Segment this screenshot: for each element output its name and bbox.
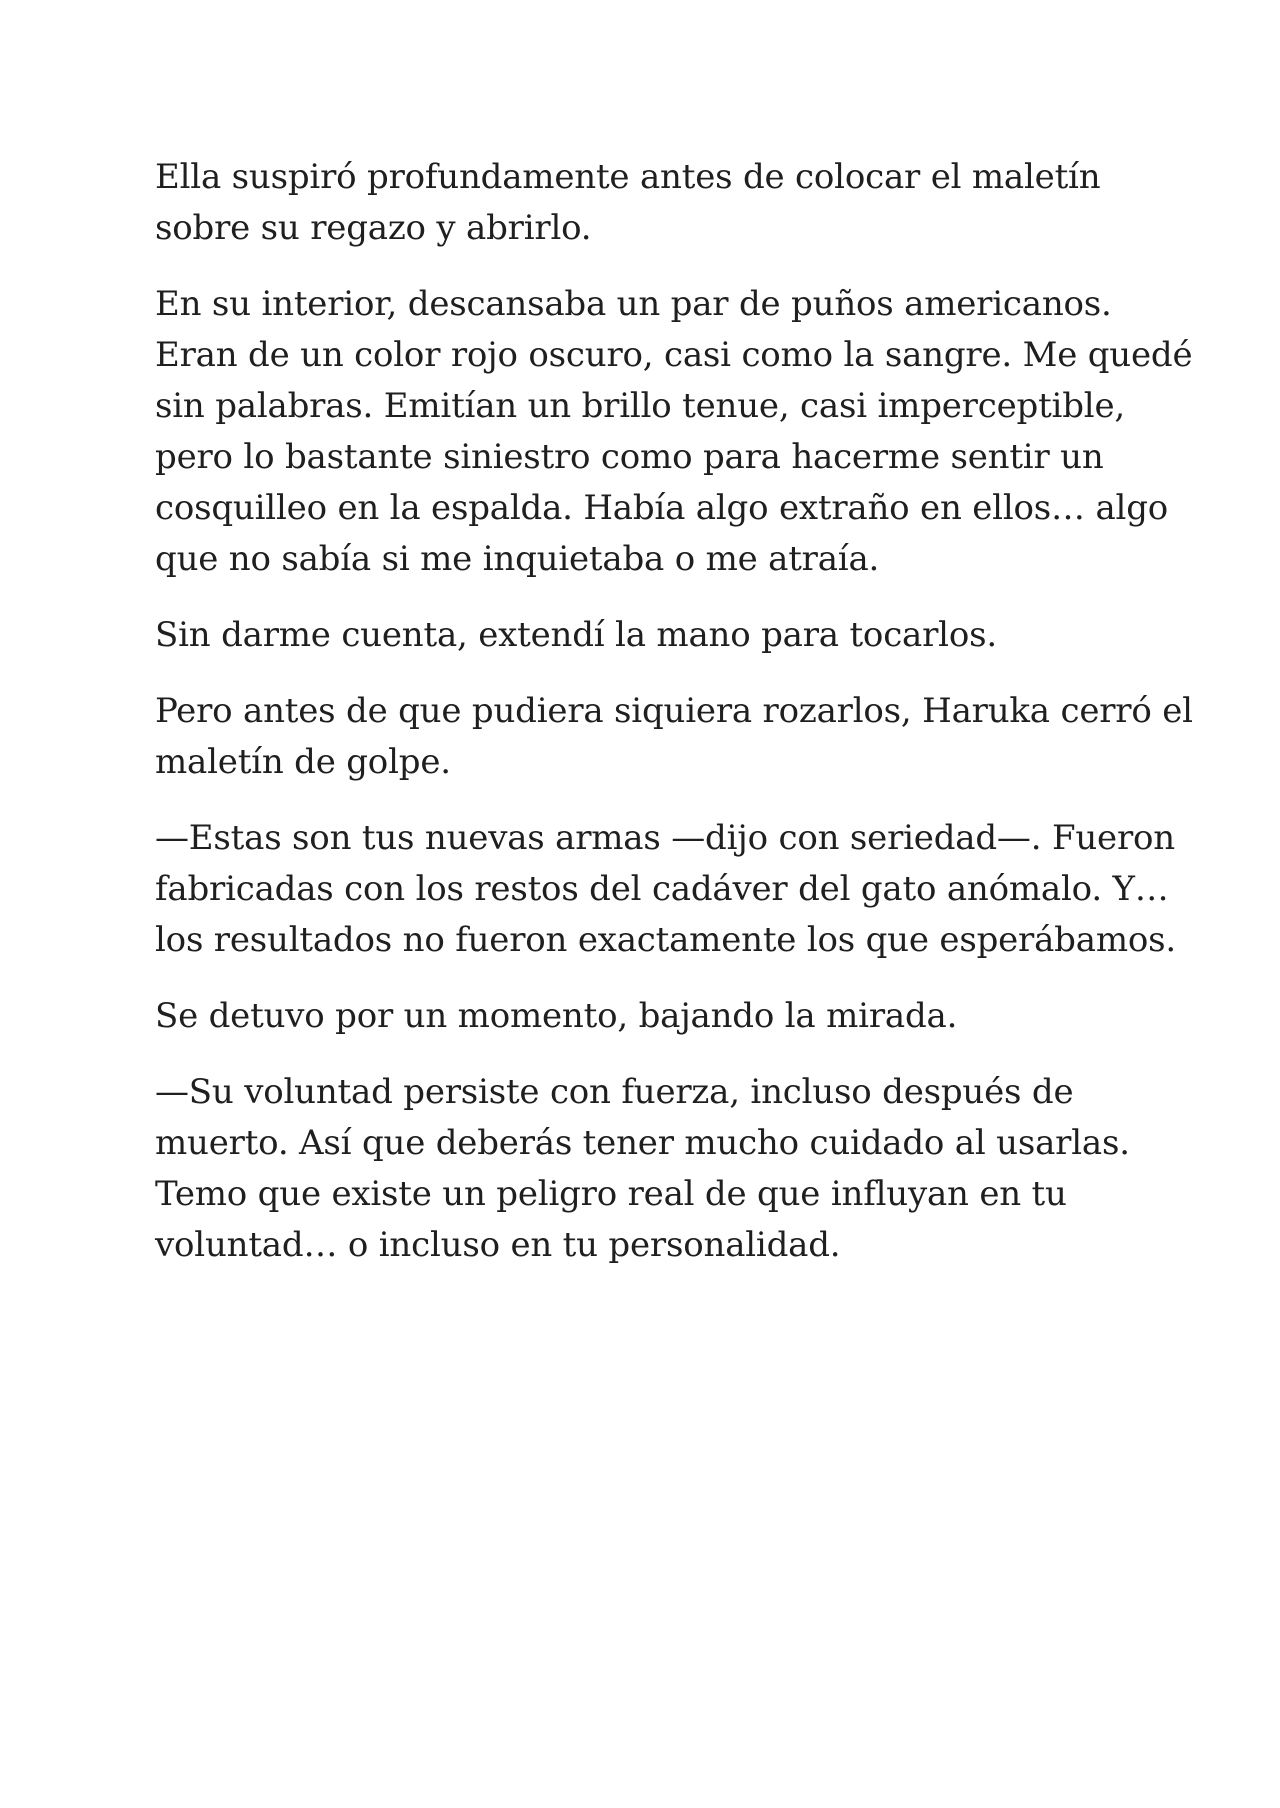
text-line: En su interior, descansaba un par de puños americanos. [155,284,1112,324]
text-line: Temo que existe un peligro real de que influyan en tu [155,1174,1067,1214]
text-line: los resultados no fueron exactamente los que esperábamos. [155,920,1176,960]
text-line: Pero antes de que pudiera siquiera rozarlos, Haruka cerró el [155,691,1193,731]
text-line: sin palabras. Emitían un brillo tenue, casi imperceptible, [155,386,1125,426]
text-line: —Su voluntad persiste con fuerza, incluso después de [155,1072,1074,1112]
paragraph [155,1067,1155,1271]
paragraph [155,152,1155,254]
document-body [155,152,1193,1296]
text-line: muerto. Así que deberás tener mucho cuidado al usarlas. [155,1123,1130,1163]
paragraph [155,813,1176,966]
paragraph [155,279,1193,585]
text-line: fabricadas con los restos del cadáver del gato anómalo. Y… [155,869,1169,909]
text-line: voluntad… o incluso en tu personalidad. [155,1225,841,1265]
text-line: Eran de un color rojo oscuro, casi como la sangre. Me quedé [155,335,1193,375]
paragraph [155,610,1155,661]
text-line: maletín de golpe. [155,742,451,782]
paragraph [155,991,1155,1042]
text-line: pero lo bastante siniestro como para hacerme sentir un [155,437,1104,477]
text-line: —Estas son tus nuevas armas —dijo con seriedad—. Fueron [155,818,1175,858]
paragraph [155,686,1193,788]
text-line: cosquilleo en la espalda. Había algo extraño en ellos… algo [155,488,1169,528]
text-line: sobre su regazo y abrirlo. [155,208,592,248]
text-line: Se detuvo por un momento, bajando la mirada. [155,996,958,1036]
text-line: Sin darme cuenta, extendí la mano para tocarlos. [155,615,997,655]
text-line: Ella suspiró profundamente antes de colocar el maletín [155,157,1101,197]
text-line: que no sabía si me inquietaba o me atraía. [155,539,880,579]
